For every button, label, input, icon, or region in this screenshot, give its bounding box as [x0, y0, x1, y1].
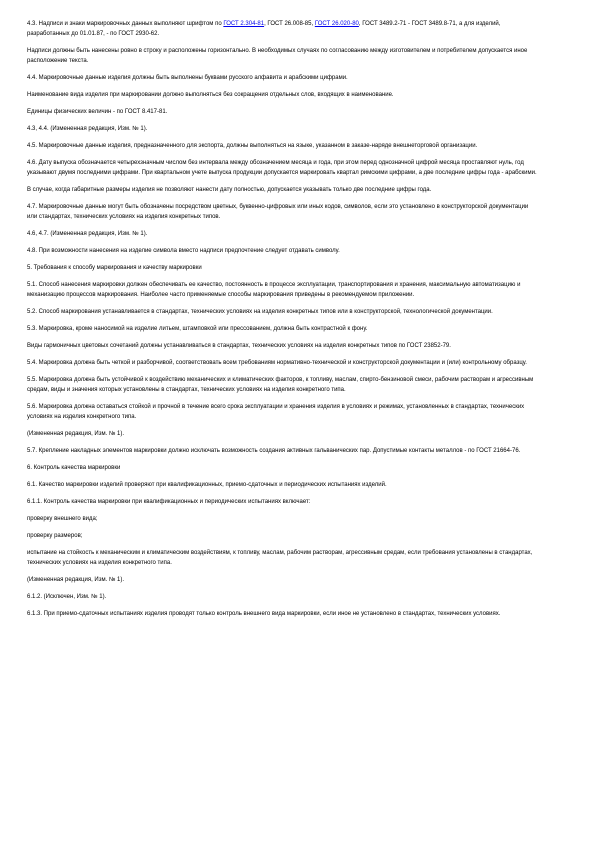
paragraph: Наименование вида изделия при маркировании должно выполняться без сокращения отдельных слов, входящих в наименование. — [27, 92, 394, 98]
section-heading-6: 6. Контроль качества маркировки — [27, 465, 121, 471]
paragraph: (Измененная редакция, Изм. № 1). — [27, 431, 125, 437]
gost-26-020-80-link[interactable]: ГОСТ 26.020-80 — [314, 21, 359, 27]
paragraph: Виды гармоничных цветовых сочетаний должны устанавливаться в стандартах, технических условиях на изделия конкретных типов по ГОСТ 23852-79. — [27, 343, 451, 349]
section-heading-5: 5. Требования к способу маркирования и качеству маркировки — [27, 265, 202, 271]
paragraph: 6.1.1. Контроль качества маркировки при квалификационных и периодических испытаниях включает: — [27, 499, 311, 505]
list-item: испытание на стойкость к механическим и климатическим воздействиям, к топливу, маслам, рабочим растворам, агрессивным средам, если требования установлены в стандартах, технических условиях на изделия конкретного типа. — [27, 550, 533, 566]
paragraph: 4.6. Дату выпуска обозначается четырехзначным числом без интервала между обозначением месяца и года, при этом перед однозначной цифрой месяца проставляют нуль, год указывают двумя последними цифрами. При квартальном учете выпуска продукции допускается маркировать квартал римскими цифрами, а две последние цифры года - арабскими. — [27, 160, 537, 176]
paragraph: 6.1.3. При приемо-сдаточных испытаниях изделия проводят только контроль внешнего вида маркировки, если иное не установлено в стандартах, технических условиях. — [27, 611, 501, 617]
paragraph: (Измененная редакция, Изм. № 1). — [27, 577, 125, 583]
gost-2-304-81-link[interactable]: ГОСТ 2.304-81 — [223, 21, 265, 27]
paragraph-4-3 — [27, 19, 540, 39]
paragraph: 4.8. При возможности нанесения на изделие символа вместо надписи предпочтение следует отдавать символу. — [27, 248, 340, 254]
paragraph: 5.4. Маркировка должна быть четкой и разборчивой, соответствовать всем требованиям нормативно-технической и конструкторской документации и (или) контрольному образцу. — [27, 360, 527, 366]
paragraph: 6.1.2. (Исключен, Изм. № 1). — [27, 594, 107, 600]
paragraph: 5.1. Способ нанесения маркировки должен обеспечивать ее качество, постоянность в процессе эксплуатации, транспортирования и хранения, максимальную автоматизацию и механизацию процессов маркирования. Наиболее часто применяемые способы маркирования приведены в рекомендуемом приложении. — [27, 282, 521, 298]
paragraph: В случае, когда габаритные размеры изделия не позволяют нанести дату полностью, допускается указывать только две последние цифры года. — [27, 187, 432, 193]
paragraph: 4.4. Маркировочные данные изделия должны быть выполнены буквами русского алфавита и арабскими цифрами. — [27, 75, 348, 81]
paragraph: 4.6, 4.7. (Измененная редакция, Изм. № 1). — [27, 231, 148, 237]
paragraph-4-3-text-2: , ГОСТ 26.008-85, — [264, 21, 315, 27]
paragraph: 4.5. Маркировочные данные изделия, предназначенного для экспорта, должны выполняться на языке, указанном в заказе-наряде внешнеторговой организации. — [27, 143, 478, 149]
list-item: проверку размеров; — [27, 533, 83, 539]
paragraph-4-3-text-3: , ГОСТ 3489.2-71 - ГОСТ 3489.8-71, а для изделий, разработанных до 01.01.87, - по ГОСТ 2930-62. — [27, 21, 501, 37]
paragraph: 5.2. Способ маркирования устанавливается в стандартах, технических условиях на изделия конкретных типов или в конструкторской, технологической документации. — [27, 309, 493, 315]
list-item: проверку внешнего вида; — [27, 516, 98, 522]
paragraph: 4.3, 4.4. (Измененная редакция, Изм. № 1). — [27, 126, 148, 132]
paragraph: 5.7. Крепление накладных элементов маркировки должно исключать возможность создания активных гальванических пар. Допустимые контакты металлов - по ГОСТ 21664-76. — [27, 448, 521, 454]
paragraph-4-3-text-1: 4.3. Надписи и знаки маркировочных данных выполняют шрифтом по — [27, 21, 224, 27]
paragraph: 5.6. Маркировка должна оставаться стойкой и прочной в течение всего срока эксплуатации и хранения изделия в условиях и режимах, установленных в стандартах, технических условиях на изделия конкретного типа. — [27, 404, 525, 420]
paragraph: Единицы физических величин - по ГОСТ 8.417-81. — [27, 109, 168, 115]
paragraph: 6.1. Качество маркировки изделий проверяют при квалификационных, приемо-сдаточных и периодических испытаниях изделий. — [27, 482, 387, 488]
paragraph: 4.7. Маркировочные данные могут быть обозначены посредством цветных, буквенно-цифровых или иных кодов, символов, если это установлено в конструкторской документации или стандартах, технических условиях на изделия конкретных типов. — [27, 204, 529, 220]
paragraph: Надписи должны быть нанесены ровно в строку и расположены горизонтально. В необходимых случаях по согласованию между изготовителем и потребителем допускается иное расположение текста. — [27, 48, 528, 64]
paragraph: 5.5. Маркировка должна быть устойчивой к воздействию механических и климатических факторов, к топливу, маслам, спирто-бензиновой смеси, рабочим растворам и агрессивным средам, виды и значения которых установлены в стандартах, технических условиях на изделия конкретного типа. — [27, 377, 534, 393]
paragraph: 5.3. Маркировка, кроме наносимой на изделие литьем, штамповкой или прессованием, должна быть контрастной к фону. — [27, 326, 368, 332]
